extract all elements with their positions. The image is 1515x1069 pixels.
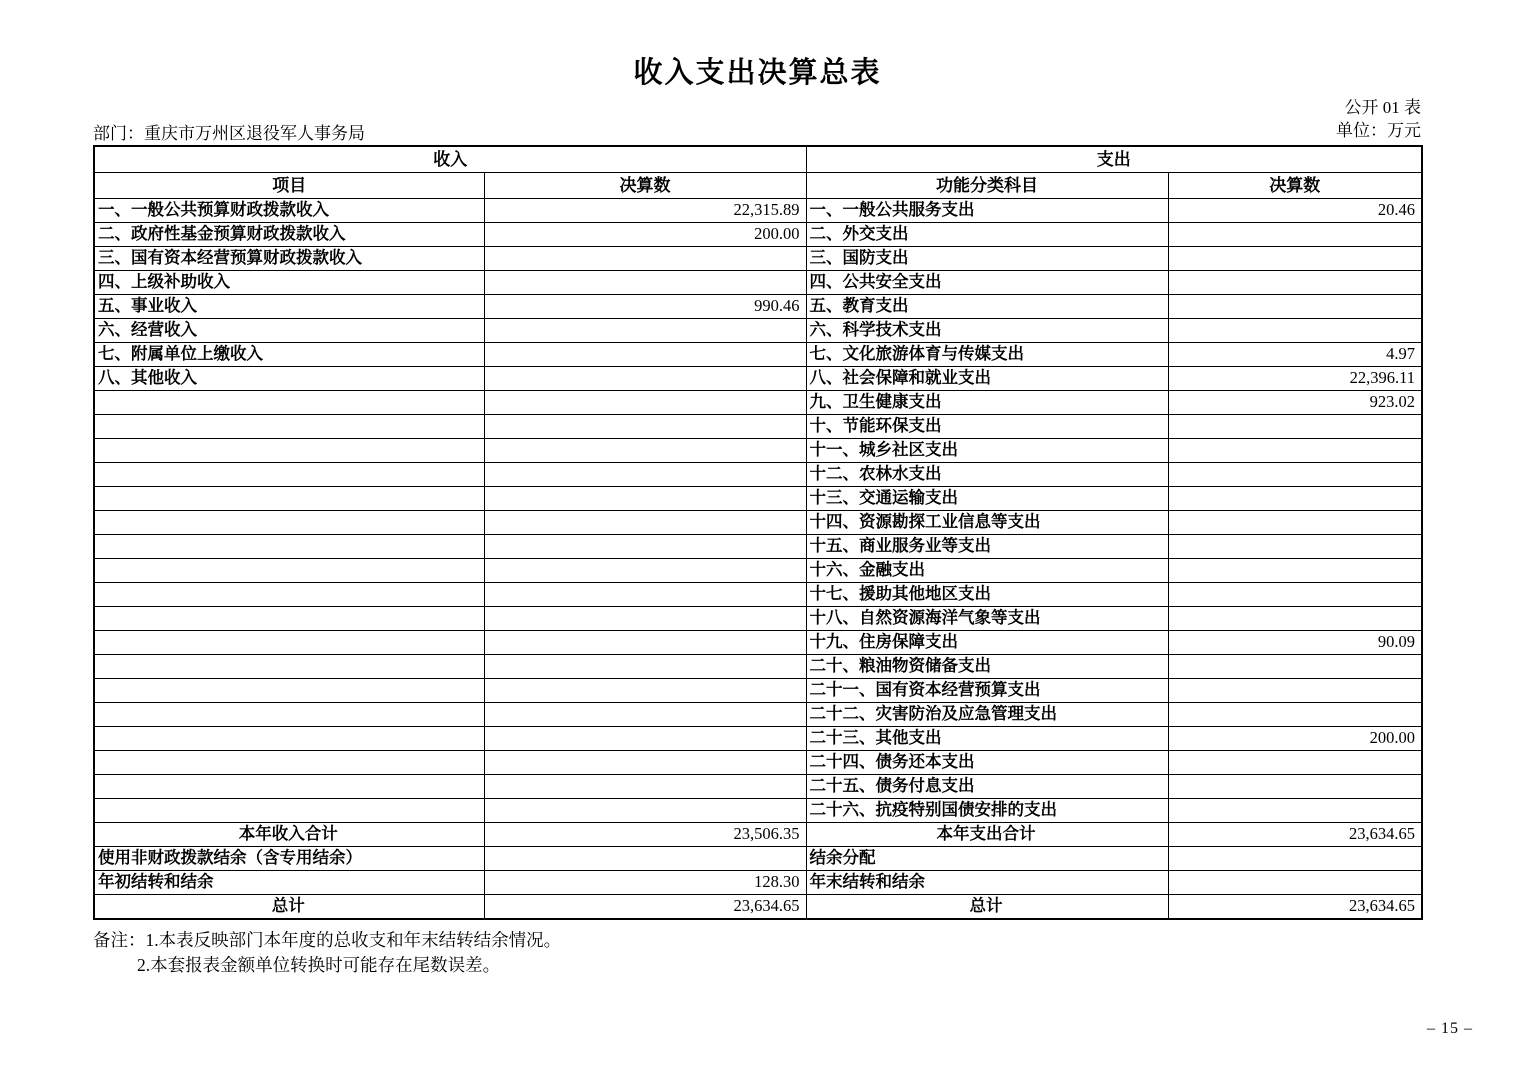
table-row: [94, 487, 1422, 511]
subject-amount-cell: 23,634.65: [1168, 823, 1422, 847]
subject-cell: 十、节能环保支出: [806, 415, 1168, 439]
subject-cell: 五、教育支出: [806, 295, 1168, 319]
subject-amount-cell: 23,634.65: [1168, 895, 1422, 920]
amount-cell: [484, 727, 806, 751]
subject-amount-cell: [1168, 535, 1422, 559]
subject-amount-cell: 923.02: [1168, 391, 1422, 415]
subject-amount-cell: [1168, 271, 1422, 295]
subject-amount-cell: 4.97: [1168, 343, 1422, 367]
group-header-row: [94, 146, 1422, 173]
table-row: [94, 391, 1422, 415]
table-row: [94, 463, 1422, 487]
subject-amount-cell: [1168, 847, 1422, 871]
amount-cell: [484, 799, 806, 823]
subject-amount-cell: [1168, 487, 1422, 511]
subject-cell: 二十六、抗疫特别国债安排的支出: [806, 799, 1168, 823]
column-header-subject: 功能分类科目: [806, 173, 1168, 199]
subject-cell: 八、社会保障和就业支出: [806, 367, 1168, 391]
table-row: [94, 607, 1422, 631]
subject-cell: 十二、农林水支出: [806, 463, 1168, 487]
revenue-group-header: 收入: [94, 146, 806, 173]
subject-cell: 十四、资源勘探工业信息等支出: [806, 511, 1168, 535]
department-label: 部门：重庆市万州区退役军人事务局: [93, 124, 365, 143]
table-row: [94, 703, 1422, 727]
subject-cell: 二十四、债务还本支出: [806, 751, 1168, 775]
table-row: [94, 751, 1422, 775]
subject-amount-cell: [1168, 463, 1422, 487]
subject-cell: 二十三、其他支出: [806, 727, 1168, 751]
item-cell: 使用非财政拨款结余（含专用结余）: [94, 847, 484, 871]
table-row: [94, 439, 1422, 463]
item-cell: [94, 775, 484, 799]
column-header-amount: 决算数: [484, 173, 806, 199]
amount-cell: [484, 367, 806, 391]
table-row: [94, 415, 1422, 439]
table-row: [94, 295, 1422, 319]
table-row: [94, 727, 1422, 751]
amount-cell: 23,634.65: [484, 895, 806, 920]
amount-cell: [484, 751, 806, 775]
amount-cell: [484, 415, 806, 439]
item-cell: [94, 679, 484, 703]
table-row: [94, 847, 1422, 871]
page-number: – 15 –: [1427, 1020, 1473, 1037]
subject-amount-cell: [1168, 655, 1422, 679]
table-row: [94, 655, 1422, 679]
table-row: [94, 775, 1422, 799]
column-header-row: [94, 173, 1422, 199]
item-cell: [94, 487, 484, 511]
item-cell: 五、事业收入: [94, 295, 484, 319]
table-row: [94, 583, 1422, 607]
subject-cell: 七、文化旅游体育与传媒支出: [806, 343, 1168, 367]
subject-amount-cell: [1168, 799, 1422, 823]
subject-cell: 四、公共安全支出: [806, 271, 1168, 295]
subject-amount-cell: [1168, 415, 1422, 439]
note-line: 2.本套报表金额单位转换时可能存在尾数误差。: [137, 955, 501, 975]
subject-cell: 本年支出合计: [806, 823, 1168, 847]
item-cell: 七、附属单位上缴收入: [94, 343, 484, 367]
subject-amount-cell: [1168, 295, 1422, 319]
item-cell: [94, 655, 484, 679]
subject-cell: 二十一、国有资本经营预算支出: [806, 679, 1168, 703]
subject-amount-cell: [1168, 679, 1422, 703]
subject-amount-cell: [1168, 511, 1422, 535]
amount-cell: [484, 511, 806, 535]
amount-cell: 990.46: [484, 295, 806, 319]
amount-cell: [484, 655, 806, 679]
table-row: [94, 559, 1422, 583]
table-row: [94, 871, 1422, 895]
subject-cell: 十九、住房保障支出: [806, 631, 1168, 655]
subject-amount-cell: [1168, 247, 1422, 271]
amount-cell: [484, 607, 806, 631]
amount-cell: [484, 559, 806, 583]
amount-cell: 23,506.35: [484, 823, 806, 847]
column-header-item: 项目: [94, 173, 484, 199]
item-cell: [94, 463, 484, 487]
unit-label: 单位：万元: [1336, 121, 1421, 140]
subject-cell: 二、外交支出: [806, 223, 1168, 247]
amount-cell: [484, 247, 806, 271]
subject-cell: 十七、援助其他地区支出: [806, 583, 1168, 607]
table-body: [94, 199, 1422, 920]
subject-amount-cell: [1168, 223, 1422, 247]
table-row: [94, 799, 1422, 823]
subject-amount-cell: [1168, 751, 1422, 775]
subject-cell: 十五、商业服务业等支出: [806, 535, 1168, 559]
note-line: 备注：1.本表反映部门本年度的总收支和年末结转结余情况。: [93, 930, 562, 950]
subject-cell: 六、科学技术支出: [806, 319, 1168, 343]
column-header-subject-amount: 决算数: [1168, 173, 1422, 199]
amount-cell: 128.30: [484, 871, 806, 895]
table-row: [94, 511, 1422, 535]
subject-cell: 一、一般公共服务支出: [806, 199, 1168, 223]
amount-cell: [484, 319, 806, 343]
amount-cell: [484, 847, 806, 871]
table-row: [94, 199, 1422, 223]
item-cell: [94, 631, 484, 655]
item-cell: [94, 727, 484, 751]
subject-cell: 十八、自然资源海洋气象等支出: [806, 607, 1168, 631]
table-row: [94, 535, 1422, 559]
amount-cell: 22,315.89: [484, 199, 806, 223]
subject-cell: 二十五、债务付息支出: [806, 775, 1168, 799]
subject-cell: 总计: [806, 895, 1168, 920]
subject-amount-cell: 22,396.11: [1168, 367, 1422, 391]
subject-amount-cell: [1168, 607, 1422, 631]
subject-amount-cell: [1168, 439, 1422, 463]
subject-cell: 十三、交通运输支出: [806, 487, 1168, 511]
table-row: [94, 631, 1422, 655]
amount-cell: [484, 487, 806, 511]
amount-cell: [484, 679, 806, 703]
amount-cell: [484, 535, 806, 559]
subject-amount-cell: [1168, 871, 1422, 895]
table-row: [94, 247, 1422, 271]
subject-amount-cell: [1168, 775, 1422, 799]
amount-cell: [484, 631, 806, 655]
table-row: [94, 823, 1422, 847]
item-cell: [94, 751, 484, 775]
item-cell: 年初结转和结余: [94, 871, 484, 895]
item-cell: 二、政府性基金预算财政拨款收入: [94, 223, 484, 247]
amount-cell: [484, 463, 806, 487]
item-cell: 四、上级补助收入: [94, 271, 484, 295]
amount-cell: [484, 439, 806, 463]
subject-cell: 十六、金融支出: [806, 559, 1168, 583]
item-cell: [94, 703, 484, 727]
item-cell: [94, 583, 484, 607]
table-row: [94, 679, 1422, 703]
amount-cell: [484, 583, 806, 607]
notes-block: [93, 928, 561, 978]
subject-cell: 九、卫生健康支出: [806, 391, 1168, 415]
table-row: [94, 223, 1422, 247]
table-row: [94, 895, 1422, 920]
amount-cell: 200.00: [484, 223, 806, 247]
subject-amount-cell: [1168, 319, 1422, 343]
subject-amount-cell: [1168, 703, 1422, 727]
subject-cell: 结余分配: [806, 847, 1168, 871]
subject-cell: 三、国防支出: [806, 247, 1168, 271]
item-cell: 总计: [94, 895, 484, 920]
amount-cell: [484, 775, 806, 799]
item-cell: [94, 799, 484, 823]
item-cell: 三、国有资本经营预算财政拨款收入: [94, 247, 484, 271]
form-code-label: 公开 01 表: [1344, 98, 1421, 117]
table-row: [94, 319, 1422, 343]
amount-cell: [484, 703, 806, 727]
amount-cell: [484, 343, 806, 367]
subject-cell: 年末结转和结余: [806, 871, 1168, 895]
item-cell: 六、经营收入: [94, 319, 484, 343]
subject-amount-cell: 20.46: [1168, 199, 1422, 223]
item-cell: [94, 415, 484, 439]
subject-cell: 十一、城乡社区支出: [806, 439, 1168, 463]
amount-cell: [484, 391, 806, 415]
item-cell: [94, 607, 484, 631]
table-row: [94, 367, 1422, 391]
item-cell: 本年收入合计: [94, 823, 484, 847]
subject-cell: 二十二、灾害防治及应急管理支出: [806, 703, 1168, 727]
item-cell: [94, 559, 484, 583]
table-row: [94, 343, 1422, 367]
item-cell: [94, 511, 484, 535]
summary-table: [93, 145, 1423, 920]
amount-cell: [484, 271, 806, 295]
subject-amount-cell: [1168, 559, 1422, 583]
table-row: [94, 271, 1422, 295]
page-title: 收入支出决算总表: [633, 57, 882, 89]
item-cell: 一、一般公共预算财政拨款收入: [94, 199, 484, 223]
subject-amount-cell: [1168, 583, 1422, 607]
item-cell: [94, 391, 484, 415]
item-cell: 八、其他收入: [94, 367, 484, 391]
item-cell: [94, 439, 484, 463]
item-cell: [94, 535, 484, 559]
subject-amount-cell: 90.09: [1168, 631, 1422, 655]
expenditure-group-header: 支出: [806, 146, 1422, 173]
subject-amount-cell: 200.00: [1168, 727, 1422, 751]
subject-cell: 二十、粮油物资储备支出: [806, 655, 1168, 679]
